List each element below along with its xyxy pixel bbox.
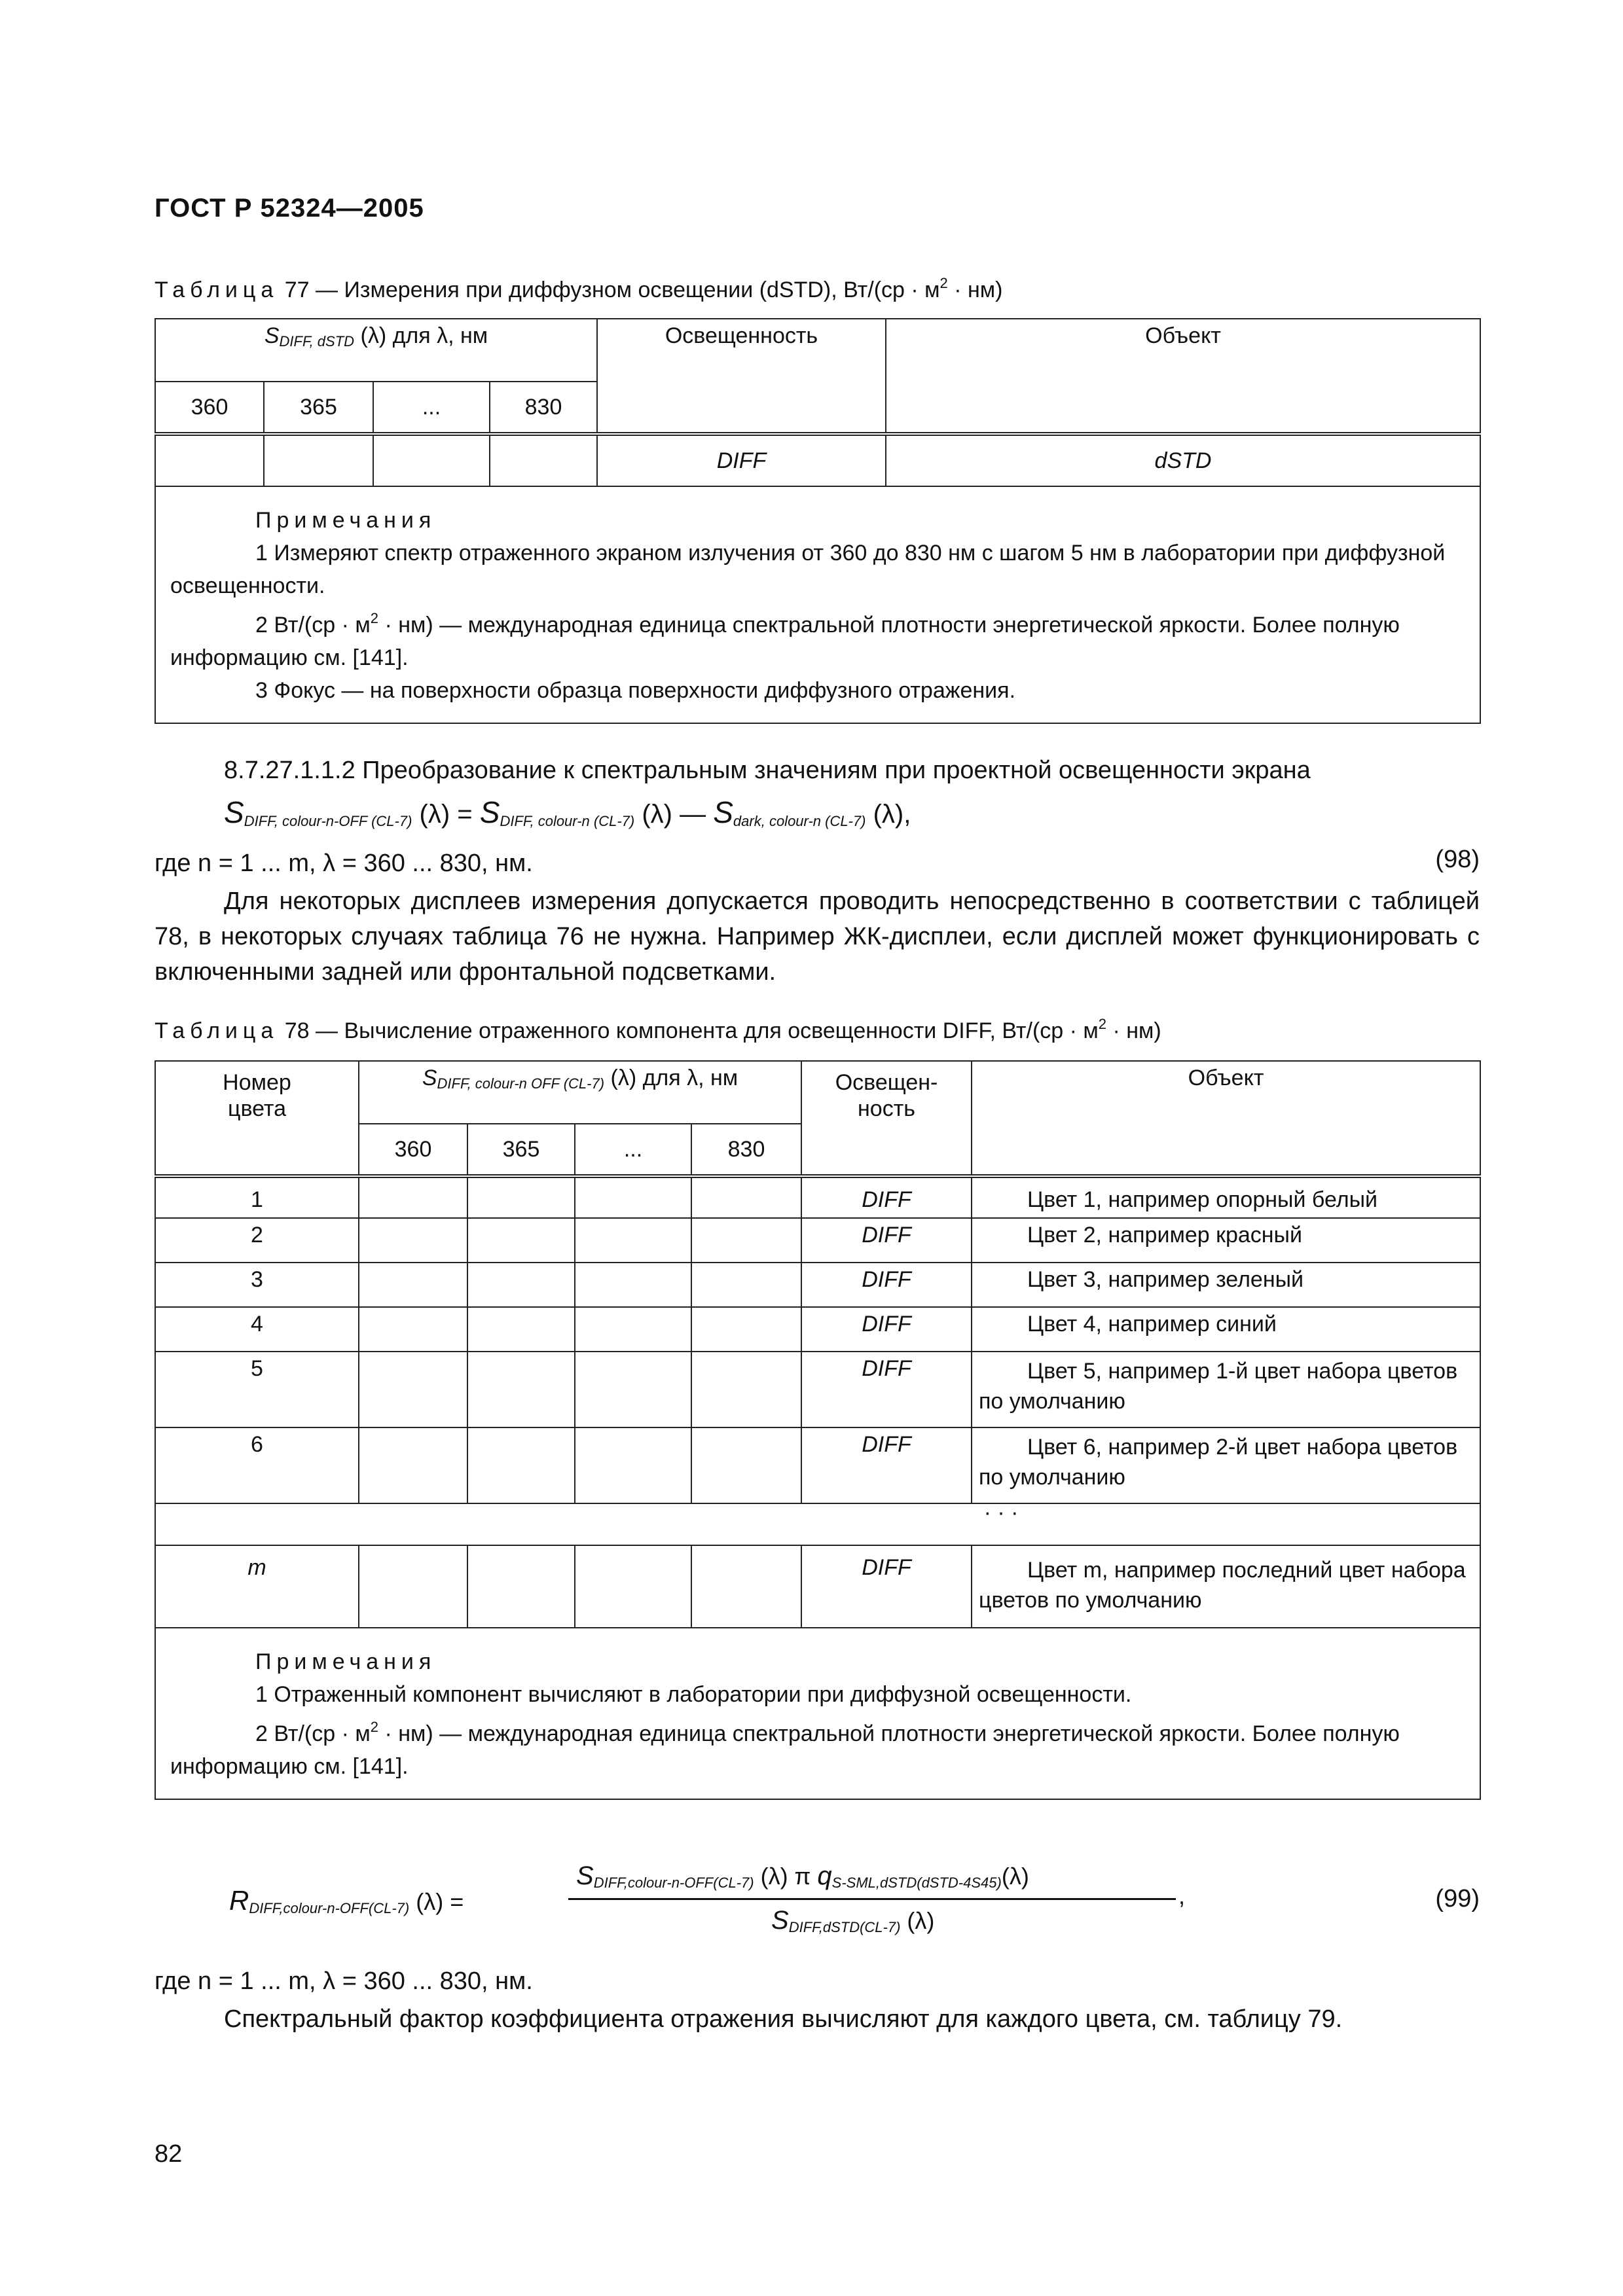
row-num: m — [155, 1545, 359, 1628]
table77-note2 — [170, 602, 1465, 674]
body-paragraph — [155, 884, 1480, 990]
table78-cell — [691, 1263, 801, 1307]
table78-cell — [691, 1427, 801, 1503]
table78-cell — [691, 1176, 801, 1218]
table78-note2-a: 2 Вт/(ср · м — [255, 1721, 371, 1746]
table78-note1: 1 Отраженный компонент вычисляют в лаборатории при диффузной освещенности. — [255, 1682, 1132, 1707]
table77-cell — [155, 434, 264, 486]
table-row — [155, 1352, 1480, 1427]
fraction-bar — [568, 1898, 1176, 1900]
table78-cell — [575, 1307, 691, 1352]
table77-notes-title: Примечания — [255, 508, 437, 533]
table77-caption-text: 77 — Измерения при диффузном освещении (dSTD), Вт/(ср · м — [284, 278, 940, 302]
s-tail: (λ) для λ, нм — [604, 1066, 739, 1090]
f99-den-sub: DIFF,dSTD(CL-7) — [788, 1919, 901, 1935]
f99-num-b-sub: S-SML,dSTD(dSTD-4S45) — [831, 1874, 1002, 1891]
table78-cell — [691, 1218, 801, 1263]
row-object: Цвет 2, например красный — [972, 1218, 1480, 1263]
table78-cell — [467, 1218, 575, 1263]
equation-number-99: (99) — [1435, 1885, 1480, 1912]
final-paragraph — [155, 2001, 1480, 2037]
f99-num-mid: (λ) π — [754, 1863, 818, 1890]
row-object: Цвет 5, например 1-й цвет набора цветов по умолчанию — [972, 1352, 1480, 1427]
f98-mid1: (λ) = — [412, 800, 480, 829]
f98-mid2: (λ) — — [634, 800, 714, 829]
table77-object-value: dSTD — [886, 434, 1480, 486]
s-tail: (λ) для λ, нм — [354, 323, 488, 348]
table78-cell — [575, 1545, 691, 1628]
table-row — [155, 1218, 1480, 1263]
row-illum: DIFF — [801, 1545, 972, 1628]
where-98: где n = 1 ... m, λ = 360 ... 830, нм. — [155, 850, 533, 877]
table78-note2-b: · нм) — международная единица спектральной плотности энергетической яркости. Более полную информацию см. [141]. — [170, 1721, 1400, 1779]
f99-num-b: q — [817, 1861, 832, 1890]
table78-cell — [359, 1545, 467, 1628]
table78-caption — [155, 1016, 1161, 1044]
table78-caption-text: 78 — Вычисление отраженного компонента для освещенности DIFF, Вт/(ср · м — [278, 1018, 1099, 1043]
f99-num-a-sub: DIFF,colour-n-OFF(CL-7) — [593, 1874, 754, 1891]
table77-cell — [264, 434, 373, 486]
f98-end: (λ), — [866, 800, 911, 829]
table78-header-spectrum — [359, 1061, 801, 1124]
document-header: ГОСТ Р 52324—2005 — [155, 194, 424, 223]
table77 — [155, 318, 1481, 724]
f99-lhs-sub: DIFF,colour-n-OFF(CL-7) — [249, 1900, 410, 1916]
table-row — [155, 1307, 1480, 1352]
row-illum: DIFF — [801, 1218, 972, 1263]
table77-note2-sup: 2 — [370, 610, 378, 626]
row-illum: DIFF — [801, 1427, 972, 1503]
table78-caption-end: · нм) — [1106, 1018, 1161, 1043]
row-num: 5 — [155, 1352, 359, 1427]
f99-num-end: (λ) — [1001, 1863, 1029, 1890]
table77-header-spectrum — [155, 319, 597, 382]
table-row — [155, 1427, 1480, 1503]
f98-t2: S — [479, 795, 500, 829]
equation-number-98: (98) — [1435, 846, 1480, 873]
s-subscript: DIFF, colour-n OFF (CL-7) — [437, 1075, 605, 1092]
table78-cell — [359, 1176, 467, 1218]
table78-cell — [467, 1545, 575, 1628]
formula-99-comma: , — [1178, 1882, 1186, 1909]
table78-cell — [467, 1307, 575, 1352]
table78-cell — [575, 1352, 691, 1427]
f98-lhs-sub: DIFF, colour-n-OFF (CL-7) — [244, 813, 412, 829]
row-object: Цвет 4, например синий — [972, 1307, 1480, 1352]
table78-cell — [359, 1218, 467, 1263]
table78-note2 — [170, 1711, 1465, 1783]
s-symbol: S — [422, 1066, 437, 1090]
table78-note2-sup: 2 — [370, 1719, 378, 1735]
table78-cell — [575, 1263, 691, 1307]
f98-t3: S — [713, 795, 733, 829]
table78-header-object: Объект — [972, 1061, 1480, 1176]
table78-cell — [359, 1263, 467, 1307]
table77-caption-word: Таблица — [155, 278, 279, 302]
table78-wl-365: 365 — [467, 1124, 575, 1176]
table78-cell — [691, 1307, 801, 1352]
table78-wl-830: 830 — [691, 1124, 801, 1176]
formula-99-denominator — [771, 1906, 934, 1936]
row-object: Цвет 1, например опорный белый — [972, 1176, 1480, 1218]
table78-cell — [691, 1352, 801, 1427]
table78-cell — [575, 1218, 691, 1263]
formula-98 — [224, 795, 911, 830]
f98-lhs: S — [224, 795, 244, 829]
table78-cell — [467, 1427, 575, 1503]
table-row-ellipsis — [155, 1503, 1480, 1545]
table77-wl-360: 360 — [155, 382, 264, 434]
s-symbol: S — [264, 323, 280, 348]
f99-num-a: S — [576, 1861, 594, 1890]
row-illum: DIFF — [801, 1176, 972, 1218]
table78-caption-sup: 2 — [1098, 1016, 1107, 1032]
table78-cell — [575, 1176, 691, 1218]
section-heading-text: 8.7.27.1.1.2 Преобразование к спектральным значениям при проектной освещенности экрана — [224, 757, 1311, 784]
table78-cell — [467, 1263, 575, 1307]
table78-cell — [467, 1176, 575, 1218]
table77-cell — [373, 434, 490, 486]
table77-note3: 3 Фокус — на поверхности образца поверхности диффузного отражения. — [255, 678, 1016, 703]
f99-den: S — [771, 1906, 789, 1935]
table78-notes — [155, 1628, 1480, 1799]
f99-den-end: (λ) — [900, 1907, 935, 1934]
table-row — [155, 1545, 1480, 1628]
table78-cell — [575, 1427, 691, 1503]
row-illum: DIFF — [801, 1263, 972, 1307]
section-heading — [155, 753, 1480, 788]
table77-caption — [155, 275, 1002, 303]
table77-note2-a: 2 Вт/(ср · м — [255, 613, 371, 637]
table78-cell — [467, 1352, 575, 1427]
formula-99-numerator — [576, 1861, 1029, 1892]
table78-notes-title: Примечания — [255, 1649, 437, 1674]
table77-note1: 1 Измеряют спектр отраженного экраном излучения от 360 до 830 нм с шагом 5 нм в лаборатории при диффузной освещенности. — [170, 541, 1446, 598]
f98-t3-sub: dark, colour-n (CL-7) — [733, 813, 866, 829]
row-object: Цвет m, например последний цвет набора цветов по умолчанию — [972, 1545, 1480, 1628]
row-num: 2 — [155, 1218, 359, 1263]
formula-99-lhs — [229, 1885, 464, 1917]
ellipsis-cell: · · · — [155, 1503, 1480, 1545]
row-num: 6 — [155, 1427, 359, 1503]
table78-cell — [359, 1352, 467, 1427]
table77-cell — [490, 434, 597, 486]
table77-notes — [155, 486, 1480, 723]
table78-wl-360: 360 — [359, 1124, 467, 1176]
row-num: 4 — [155, 1307, 359, 1352]
table77-header-object: Объект — [886, 319, 1480, 434]
table77-wl-dots: ... — [373, 382, 490, 434]
final-paragraph-text: Спектральный фактор коэффициента отражения вычисляют для каждого цвета, см. таблицу 79. — [224, 2005, 1343, 2033]
table78-caption-word: Таблица — [155, 1018, 279, 1043]
table77-wl-830: 830 — [490, 382, 597, 434]
table77-wl-365: 365 — [264, 382, 373, 434]
table78-wl-dots: ... — [575, 1124, 691, 1176]
table78-header-illum: Освещен-ность — [801, 1061, 972, 1176]
row-object: Цвет 6, например 2-й цвет набора цветов по умолчанию — [972, 1427, 1480, 1503]
table78 — [155, 1060, 1481, 1800]
f99-lhs: R — [229, 1885, 249, 1916]
table78-header-num: Номер цвета — [155, 1061, 359, 1176]
row-illum: DIFF — [801, 1307, 972, 1352]
row-num: 1 — [155, 1176, 359, 1218]
f98-t2-sub: DIFF, colour-n (CL-7) — [500, 813, 635, 829]
table77-note2-b: · нм) — международная единица спектральной плотности энергетической яркости. Более полную информацию см. [141]. — [170, 613, 1400, 670]
s-subscript: DIFF, dSTD — [279, 333, 355, 350]
page-number: 82 — [155, 2140, 183, 2168]
row-num: 3 — [155, 1263, 359, 1307]
row-object: Цвет 3, например зеленый — [972, 1263, 1480, 1307]
table77-illum-value: DIFF — [597, 434, 886, 486]
body-paragraph-text: Для некоторых дисплеев измерения допускается проводить непосредственно в соответствии с таблицей 78, в некоторых случаях таблица 76 не нужна. Например ЖК-дисплеи, если дисплей может функционировать с включенными задней или фронтальной подсветками. — [155, 888, 1480, 986]
table77-caption-end: · нм) — [947, 278, 1003, 302]
table-row — [155, 1176, 1480, 1218]
f99-lhs-tail: (λ) = — [409, 1888, 464, 1915]
table78-cell — [359, 1307, 467, 1352]
table78-cell — [359, 1427, 467, 1503]
table77-header-illum: Освещенность — [597, 319, 886, 434]
table-row — [155, 1263, 1480, 1307]
table78-cell — [691, 1545, 801, 1628]
row-illum: DIFF — [801, 1352, 972, 1427]
where-99: где n = 1 ... m, λ = 360 ... 830, нм. — [155, 1967, 533, 1995]
table77-caption-sup: 2 — [939, 275, 948, 291]
